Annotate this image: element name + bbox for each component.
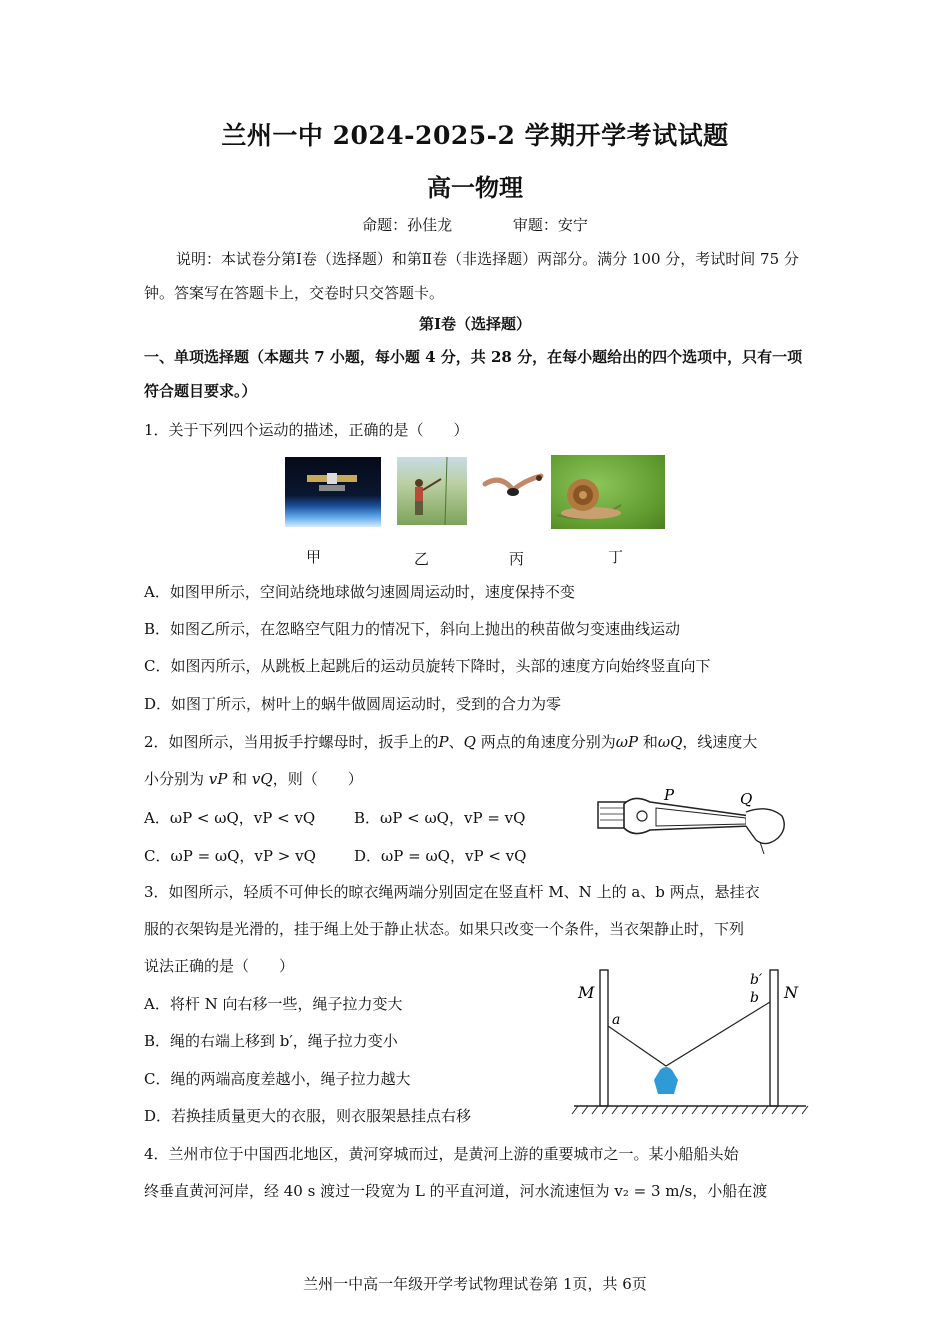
q4-line1: 4．兰州市位于中国西北地区，黄河穿城而过，是黄河上游的重要城市之一。某小船船头始 bbox=[144, 1145, 739, 1163]
clothesline-figure bbox=[570, 962, 810, 1122]
q1-option-a: A．如图甲所示，空间站绕地球做匀速圆周运动时，速度保持不变 bbox=[144, 583, 575, 601]
label-a: a bbox=[612, 1012, 621, 1028]
caption-bing: 丙 bbox=[509, 550, 525, 568]
nut-icon bbox=[598, 802, 626, 828]
q2-option-a: A．ωP < ωQ，vP < vQ bbox=[144, 809, 316, 827]
q3-stem-line3: 说法正确的是（ ） bbox=[144, 957, 295, 975]
ground-hatch bbox=[572, 1106, 808, 1114]
page-footer: 兰州一中高一年级开学考试物理试卷第 1页，共 6页 bbox=[303, 1275, 647, 1293]
pole-m bbox=[600, 970, 608, 1106]
label-b: b bbox=[750, 990, 759, 1006]
q2-option-c: C．ωP = ωQ，vP > vQ bbox=[144, 847, 316, 865]
label-q: Q bbox=[740, 790, 753, 808]
q4-line2: 终垂直黄河河岸，经 40 s 渡过一段宽为 L 的平直河道，河水流速恒为 v₂ = 3 m/s，小船在渡 bbox=[144, 1182, 768, 1200]
exam-subject: 高一物理 bbox=[427, 173, 523, 202]
q1-option-d: D．如图丁所示，树叶上的蜗牛做圆周运动时，受到的合力为零 bbox=[144, 695, 562, 713]
farmer-icon bbox=[397, 457, 467, 525]
wrench-figure bbox=[590, 786, 795, 858]
diver-image bbox=[481, 470, 545, 506]
rope bbox=[608, 1002, 770, 1066]
wrench-icon bbox=[624, 798, 754, 833]
clothes-icon bbox=[654, 1067, 678, 1094]
label-b-prime: b′ bbox=[750, 972, 763, 988]
section1-title: 一、单项选择题（本题共 7 小题，每小题 4 分，共 28 分，在每小题给出的四个选项中，只有一项符合题目要求。） bbox=[144, 348, 803, 400]
snail-image bbox=[551, 455, 665, 529]
hand-icon bbox=[746, 809, 784, 844]
q3-option-a: A．将杆 N 向右移一些，绳子拉力变大 bbox=[144, 995, 403, 1013]
label-m: M bbox=[578, 983, 595, 1002]
rice-farmer-image bbox=[397, 457, 467, 525]
q2-options-row2 bbox=[144, 845, 527, 866]
label-n: N bbox=[784, 983, 798, 1002]
q1-stem: 1．关于下列四个运动的描述，正确的是（ ） bbox=[144, 421, 469, 439]
q2-stem-line1: 2．如图所示，当用扳手拧螺母时，扳手上的P、Q 两点的角速度分别为ωP 和ωQ，线速度大 bbox=[144, 733, 758, 751]
exam-authors bbox=[0, 214, 950, 235]
space-station-image bbox=[285, 457, 381, 527]
caption-ding: 丁 bbox=[608, 548, 624, 566]
reviewer: 审题：安宁 bbox=[512, 216, 588, 234]
diver-icon bbox=[481, 470, 545, 506]
q1-option-c: C．如图丙所示，从跳板上起跳后的运动员旋转下降时，头部的速度方向始终竖直向下 bbox=[144, 657, 711, 675]
q2-options-row1 bbox=[144, 807, 526, 828]
q1-option-b: B．如图乙所示，在忽略空气阻力的情况下，斜向上抛出的秧苗做匀变速曲线运动 bbox=[144, 620, 681, 638]
instructions: 说明：本试卷分第Ⅰ卷（选择题）和第Ⅱ卷（非选择题）两部分。满分 100 分，考试时间 75 分钟。答案写在答题卡上，交卷时只交答题卡。 bbox=[144, 250, 799, 302]
q2-option-d: D．ωP = ωQ，vP < vQ bbox=[354, 847, 527, 865]
q3-option-b: B．绳的右端上移到 b′，绳子拉力变小 bbox=[144, 1032, 398, 1050]
q2-option-b: B．ωP < ωQ，vP = vQ bbox=[354, 809, 526, 827]
caption-jia: 甲 bbox=[306, 548, 322, 566]
q3-stem-line2: 服的衣架钩是光滑的，挂于绳上处于静止状态。如果只改变一个条件，当衣架静止时，下列 bbox=[144, 920, 745, 938]
author: 命题：孙佳龙 bbox=[362, 216, 453, 234]
snail-icon bbox=[551, 455, 665, 529]
caption-yi: 乙 bbox=[414, 550, 430, 568]
q3-option-c: C．绳的两端高度差越小，绳子拉力越大 bbox=[144, 1070, 411, 1088]
q3-stem-line1: 3．如图所示，轻质不可伸长的晾衣绳两端分别固定在竖直杆 M、N 上的 a、b 两点，悬挂衣 bbox=[144, 883, 760, 901]
space-station-icon bbox=[285, 457, 381, 527]
pole-n bbox=[770, 970, 778, 1106]
label-p: P bbox=[664, 786, 675, 804]
q3-option-d: D．若换挂质量更大的衣服，则衣服架悬挂点右移 bbox=[144, 1107, 472, 1125]
q2-stem-line2: 小分别为 vP 和 vQ，则（ ） bbox=[144, 770, 363, 788]
exam-title: 兰州一中 2024-2025-2 学期开学考试试题 bbox=[221, 121, 729, 150]
part1-title: 第Ⅰ卷（选择题） bbox=[418, 315, 532, 333]
